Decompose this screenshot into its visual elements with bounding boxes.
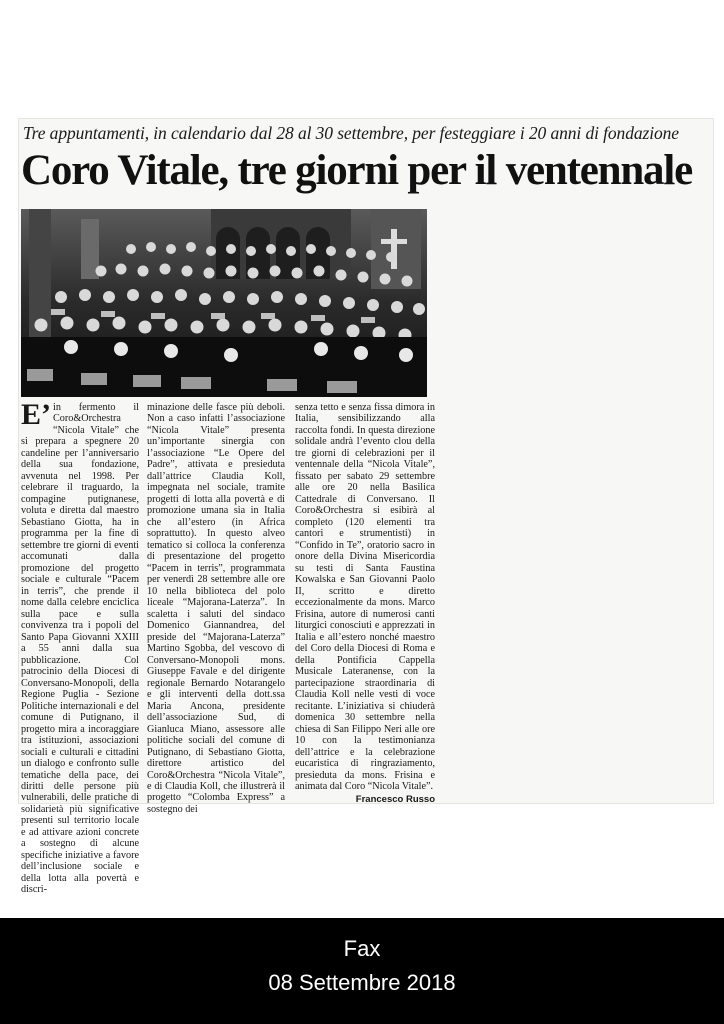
choir-photo — [21, 209, 427, 397]
article-headline: Coro Vitale, tre giorni per il ventennale — [21, 147, 692, 194]
publication-date: 08 Settembre 2018 — [268, 970, 456, 995]
newspaper-clipping — [18, 118, 714, 896]
article-column-1 — [21, 398, 139, 896]
article-body — [21, 398, 713, 896]
article-byline: Francesco Russo — [355, 794, 435, 806]
column-2-text: minazione delle fasce più deboli. Non a caso infatti l’associazione “Nicola Vitale” presenta un’importante sinergia con l’associazione “Le Opere del Padre”, attivata e presieduta dall’attrice Claudia Koll, impegnata nel sociale, tramite progetti di lotta alla povertà e di promozione umana sia in Italia che all’estero (in Africa soprattutto). In questo alveo tematico si colloca la conferenza di presentazione del progetto “Pacem in terris”, programmata per venerdì 28 settembre alle ore 10 nella biblioteca del polo liceale “Majorana-Laterza”. In scaletta i saluti del sindaco Domenico Giannandrea, del preside del “Majorana-Laterza” Martino Sgobba, del vescovo di Conversano-Monopoli mons. Giuseppe Favale e del dirigente regionale Bernardo Notarangelo e gli interventi della dott.ssa Maria Ancona, presidente dell’associazione Sud, di Gianluca Miano, assessore alle politiche sociali del comune di Putignano, di Sebastiano Giotta, direttore artistico del Coro&Orchestra “Nicola Vitale”, e di Claudia Koll, che illustrerà il progetto “Colomba Express” a sostegno dei — [147, 402, 285, 815]
drop-cap: E’ — [21, 398, 51, 431]
column-1-text: in fermento il Coro&Orchestra “Nicola Vitale” che si prepara a spegnere 20 candeline per l’anniversario della sua fondazione, avvenuta nel 1998. Per celebrare il traguardo, la compagine putignanese, voluta e diretta dal maestro Sebastiano Giotta, ha in programma per la fine di settembre tre giorni di eventi accomunati dalla promozione del progetto sociale e culturale “Pacem in terris”, che prende il nome dalla celebre enciclica sulla pace e sulla convivenza tra i popoli del Santo Papa Giovanni XXIII a 55 anni dalla sua pubblicazione. Col patrocinio della Diocesi di Conversano-Monopoli, della Regione Puglia - Sezione Politiche internazionali e del comune di Putignano, il progetto mira a incoraggiare tra istituzioni, associazioni sociali e culturali e cittadini un dialogo e confronto sulle tematiche della pace, dei diritti delle persone più vulnerabili, delle pratiche di solidarietà più significative presenti sul territorio locale e ad attivare azioni concrete a sostegno di alcune specifiche iniziative a favore dell’inclusione sociale e della lotta alla povertà e discri- — [21, 402, 139, 896]
source-footer — [0, 918, 724, 1024]
article-kicker: Tre appuntamenti, in calendario dal 28 al 30 settembre, per festeggiare i 20 anni di fondazione — [23, 123, 679, 143]
source-name: Fax — [343, 936, 381, 961]
column-3-text: senza tetto e senza fissa dimora in Italia, sensibilizzando alla raccolta fondi. In questa direzione solidale andrà l’evento clou della tre giorni di celebrazioni per il ventennale della “Nicola Vitale”, fissato per sabato 29 settembre alle ore 20 nella Basilica Cattedrale di Conversano. Il Coro&Orchestra si esibirà al completo (120 elementi tra cantori e strumentisti) in “Confido in Te”, oratorio sacro in onore della Divina Misericordia su testi di Santa Faustina Kowalska e San Giovanni Paolo II, scritto e diretto eccezionalmente da mons. Marco Frisina, autore di numerosi canti liturgici conosciuti e apprezzati in Italia e all’estero nonché maestro del Coro della Diocesi di Roma e della Pontificia Cappella Musicale Lateranense, con la partecipazione straordinaria di Claudia Koll nelle vesti di voce recitante. L’iniziativa si chiuderà domenica 30 settembre nella chiesa di San Filippo Neri alle ore 10 con la testimonianza dell’attrice e la celebrazione eucaristica di ringraziamento, presieduta da mons. Frisina e animata dal Coro “Nicola Vitale”. — [295, 402, 435, 792]
choir-photo-icon — [21, 209, 427, 397]
article-column-3 — [295, 402, 435, 806]
article-column-2 — [147, 402, 285, 815]
